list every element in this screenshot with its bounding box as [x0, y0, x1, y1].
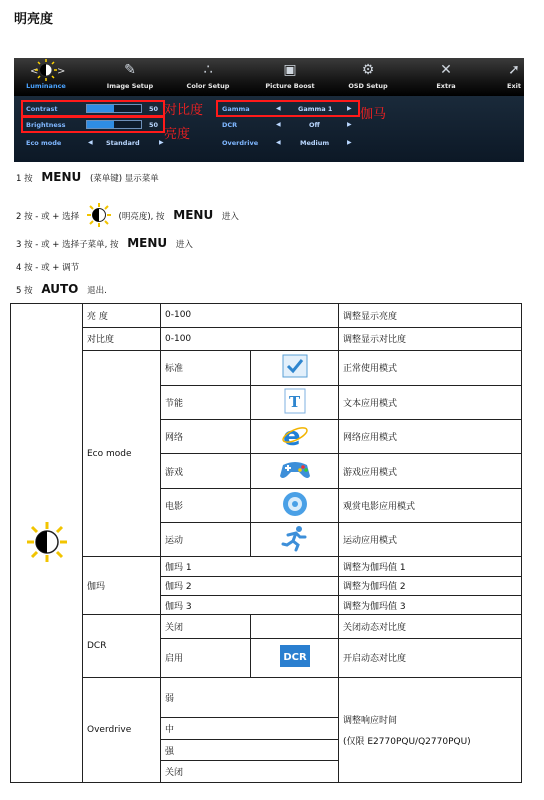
dcr-icon — [251, 639, 339, 678]
brightness-value: 50 — [149, 121, 159, 129]
left-arrow-icon[interactable]: ◀ — [276, 139, 281, 146]
brightness-name: 亮 度 — [83, 304, 161, 328]
gamma-highlight-box — [216, 100, 360, 117]
table-row: Overdrive 弱 调整响应时间 (仅限 E2770PQU/Q2770PQU) — [11, 677, 522, 718]
step-2: 2 按 - 或 + 选择 (明亮度), 按 MENU 进入 — [16, 202, 239, 231]
overdrive-label: Overdrive — [222, 139, 259, 147]
contrast-note: 对比度 — [164, 103, 204, 118]
svg-text:e: e — [282, 422, 301, 453]
menu-key: MENU — [127, 236, 168, 250]
table-row: 网络 e 网络应用模式 — [11, 419, 522, 453]
svg-text:T: T — [288, 392, 300, 411]
gamma-label: Gamma — [222, 105, 250, 113]
eco-mode-value: Standard — [106, 139, 140, 147]
text-icon — [251, 385, 339, 419]
eco-mode-label: Eco mode — [26, 139, 62, 147]
contrast-range: 0-100 — [161, 327, 339, 351]
osd-nav-bar — [14, 58, 524, 96]
table-row: 节能 T 文本应用模式 — [11, 385, 522, 419]
contrast-label: Contrast — [26, 105, 58, 113]
step-5: 5 按 AUTO 退出. — [16, 282, 107, 296]
osd-tab-osd-setup[interactable]: ⚙ OSD Setup — [338, 58, 398, 96]
left-arrow-icon[interactable]: ◀ — [276, 121, 281, 128]
internet-icon — [251, 419, 339, 453]
osd-tab-picture-boost[interactable]: ▣ Picture Boost — [260, 58, 320, 96]
contrast-highlight-box — [21, 100, 165, 117]
osd-tab-luminance[interactable]: < > Luminance — [16, 58, 76, 96]
contrast-name: 对比度 — [83, 327, 161, 351]
brightness-note: 亮度 — [164, 127, 191, 142]
luminance-cell — [11, 304, 83, 783]
picture-boost-icon: ▣ — [283, 62, 297, 78]
right-arrow-icon[interactable]: ▶ — [159, 139, 164, 146]
table-row: 中 — [11, 718, 522, 739]
brightness-sun-icon — [25, 557, 69, 567]
dcr-value: Off — [309, 121, 320, 129]
step-4: 4 按 - 或 + 调节 — [16, 263, 80, 273]
osd-tab-color-setup[interactable]: ∴ Color Setup — [178, 58, 238, 96]
osd-tab-image-setup[interactable]: ✎ Image Setup — [100, 58, 160, 96]
table-row: 伽玛 2 调整为伽玛值 2 — [11, 576, 522, 595]
osd-menu — [14, 58, 524, 162]
sun-icon — [16, 58, 76, 82]
menu-key: MENU — [41, 170, 82, 184]
table-row: 伽玛 3 调整为伽玛值 3 — [11, 596, 522, 615]
contrast-desc: 调整显示对比度 — [339, 327, 522, 351]
svg-text:>: > — [57, 66, 66, 77]
extra-icon: ✕ — [440, 62, 452, 78]
right-arrow-icon[interactable]: ▶ — [347, 105, 352, 112]
eco-mode-name: Eco mode — [83, 351, 161, 557]
overdrive-value: Medium — [300, 139, 330, 147]
brightness-sun-icon — [86, 202, 112, 231]
table-row: 运动 运动应用模式 — [11, 523, 522, 557]
brightness-highlight-box — [21, 116, 165, 133]
dcr-label: DCR — [222, 121, 238, 129]
contrast-value: 50 — [149, 105, 159, 113]
overdrive-name: Overdrive — [83, 677, 161, 782]
table-row: Eco mode 标准 正常使用模式 — [11, 351, 522, 385]
image-setup-icon: ✎ — [124, 62, 136, 78]
gamma-value: Gamma 1 — [298, 105, 333, 113]
auto-key: AUTO — [41, 282, 79, 296]
osd-setup-icon: ⚙ — [361, 62, 375, 78]
step-3: 3 按 - 或 + 选择子菜单, 按 MENU 进入 — [16, 236, 193, 250]
table-row: 伽玛 伽玛 1 调整为伽玛值 1 — [11, 557, 522, 576]
brightness-range: 0-100 — [161, 304, 339, 328]
gamma-note: 伽马 — [360, 107, 387, 122]
page-title: 明亮度 — [14, 12, 54, 27]
sports-icon — [251, 523, 339, 557]
svg-text:DCR: DCR — [282, 652, 307, 664]
svg-text:<: < — [30, 66, 39, 77]
left-arrow-icon[interactable]: ◀ — [88, 139, 93, 146]
osd-tab-extra[interactable]: ✕ Extra — [416, 58, 476, 96]
table-row: 游戏 游戏应用模式 — [11, 454, 522, 488]
table-row: 启用 DCR 开启动态对比度 — [11, 639, 522, 678]
gamepad-icon — [251, 454, 339, 488]
left-arrow-icon[interactable]: ◀ — [276, 105, 281, 112]
table-row: 电影 观赏电影应用模式 — [11, 488, 522, 522]
standard-check-icon — [251, 351, 339, 385]
osd-tab-exit[interactable]: ➚ Exit — [484, 58, 544, 96]
exit-icon: ➚ — [508, 62, 520, 78]
table-row: DCR 关闭 关闭动态对比度 — [11, 615, 522, 639]
brightness-label: Brightness — [26, 121, 66, 129]
right-arrow-icon[interactable]: ▶ — [347, 139, 352, 146]
brightness-desc: 调整显示亮度 — [339, 304, 522, 328]
table-row: 关闭 — [11, 761, 522, 783]
menu-key: MENU — [173, 208, 214, 222]
overdrive-desc: 调整响应时间 (仅限 E2770PQU/Q2770PQU) — [339, 677, 522, 782]
right-arrow-icon[interactable]: ▶ — [347, 121, 352, 128]
luminance-spec-table — [10, 303, 522, 783]
color-setup-icon: ∴ — [203, 62, 213, 78]
movie-icon — [251, 488, 339, 522]
table-row: 强 — [11, 739, 522, 760]
dcr-name: DCR — [83, 615, 161, 677]
gamma-name: 伽玛 — [83, 557, 161, 615]
step-1: 1 按 MENU (菜单键) 显示菜单 — [16, 170, 159, 184]
